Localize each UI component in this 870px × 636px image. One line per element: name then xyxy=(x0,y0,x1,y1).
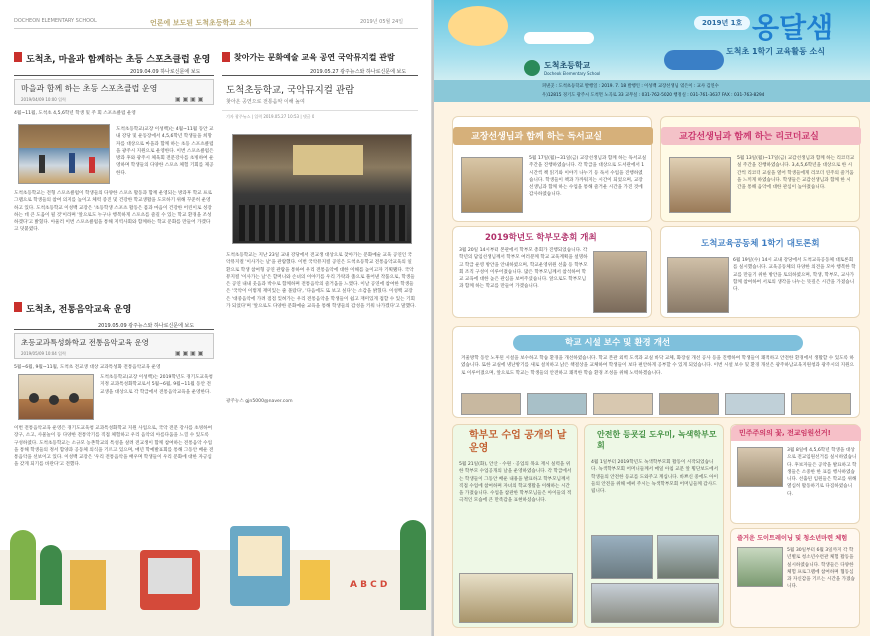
article3-meta: 기자 광주뉴스 | 입력 2019.05.27 10:53 | 댓글 0 xyxy=(226,114,315,119)
article1-meta: 2019/04/09 10:00 입력 xyxy=(21,97,66,102)
article3-body: 도척초등학교는 지난 23일 교내 강당에서 전교생 대상으로 찾아가는 문화예술 교육 공연인 국악뮤지컬 '이사가는 날'을 관람했다. 이번 국악뮤지컬 공연은 도척초등학교 전통음악교육의 일환으로 학생 참여형 공연 관람을 통하여 우리 전통음악에 대한 이해를 높이고자 기획됐다. 국악뮤지컬 '이사가는 날'은 할머니와 손녀의 이야기를 우리 가락과 춤으로 풀어낸 작품으로, 학생들은 공연 내내 웃음과 박수로 함께하며 전통음악의 즐거움을 느꼈다. 이날 공연에 참여한 학생들은 '국악이 이렇게 재미있는 줄 몰랐다', '다음에도 또 보고 싶다'는 소감을 밝혔다. 이성백 교장은 '대중음악에 가려 점점 잊혀가는 우리 전통음악을 학생들이 쉽고 재미있게 접할 수 있는 기회가 되었다'며 '앞으로도 다양한 문화예술 교육을 통해 학생들의 감성을 키워 나가겠다'고 말했다. xyxy=(226,253,416,310)
crosswalk-photo xyxy=(591,535,653,579)
article1-body: 도척초등학교(교장 이성백)는 4월~11월 동안 교내 강당 및 운동장에서 4,5,6학년 학생들을 희망자를 대상으로 마을과 함께 하는 초등 스포츠클럽을 광주시 지원으로 운영한다. 이번 스포츠클럽은 방과 후와 광주시 체육회 전문강사를 초빙하여 운영하며 학생들의 다양한 스포츠 체험 기회를 제공한다. xyxy=(116,127,214,176)
card-body: 5월 30일부터 6월 3일까지 각 학년별로 청소년수련관 체험 활동을 실시하였습니다. 학생들은 다양한 체험 프로그램에 참여하며 협동심과 자신감을 기르는 시간을 가졌습니다. xyxy=(787,548,855,590)
card-title: 학부모 수업 공개의 날 운영 xyxy=(469,430,567,454)
card-title: 2019학년도 학부모총회 개최 xyxy=(485,233,597,243)
card-training xyxy=(730,528,860,628)
card-body: 6월 19일(수) 14시 교내 강당에서 도척교육공동체 대토론회를 실시했습니다. 교육공동체의 다양한 의견을 모아 행복한 학교를 만들기 위한 방안을 토의하였으며, 학생, 학부모, 교사가 함께 참여하여 서로의 생각을 나누는 뜻깊은 시간을 가졌습니다. xyxy=(733,258,856,293)
rule xyxy=(222,110,418,111)
debate-photo xyxy=(667,257,729,313)
article3-subtitle: 찾아온 공연으로 전통음악 이해 높여 xyxy=(226,99,305,105)
umbrella-illustration xyxy=(448,6,508,46)
badminton-photo xyxy=(18,124,110,184)
recorder-photo xyxy=(669,157,731,213)
crosswalk-photo xyxy=(657,535,719,579)
town-illustration xyxy=(0,490,432,636)
abcd-illustration: A B C D xyxy=(350,580,388,590)
school-en: Docheok Elementary School xyxy=(544,71,601,76)
card-facility xyxy=(452,326,860,418)
school-emblem-icon xyxy=(524,60,540,76)
card-title: 즐거운 도이트레이닝 및 청소년마련 체험 xyxy=(737,535,848,542)
rule xyxy=(222,75,418,76)
card-election xyxy=(730,424,860,524)
crosswalk-photo xyxy=(591,583,719,623)
school-name: 도척초등학교 xyxy=(544,61,591,70)
article1-titlebox xyxy=(14,79,214,105)
card-title: 안전한 등굣길 도우미, 녹색학부모회 xyxy=(597,430,717,450)
parent-meeting-photo xyxy=(593,251,647,313)
school-tag: DOCHEON ELEMENTARY SCHOOL xyxy=(14,18,97,24)
musical-performance-photo xyxy=(232,134,412,244)
article1-lead: 4월~11월, 도척초 4,5,6학년 학생 및 주 회 스포츠클럽 운영 xyxy=(14,111,136,116)
card-title: 교장선생님과 함께 하는 독서교실 xyxy=(471,132,603,142)
card-body: 겨울방학 동안 노후된 시설을 보수하고 학습 환경을 개선하였습니다. 학교 본관 외벽 도색과 교실 바닥 교체, 화장실 개선 공사 등을 진행하여 학생들이 쾌적하고 안전한 환경에서 생활할 수 있도록 하였습니다. 또한 교실에 냉난방기를 새로 설치하고 낡은 책걸상을 교체하여 학생들이 보다 편안하게 공부할 수 있게 되었습니다. 이번 시설 보수 및 환경 개선은 광주하남교육지원청과 광주시의 지원으로 이루어졌으며, 앞으로도 학교는 학생들의 안전하고 쾌적한 학습 환경 조성을 위해 노력하겠습니다. xyxy=(461,356,854,376)
article1-heading: 도척초, 마을과 함께하는 초등 스포츠클럽 운영 xyxy=(26,55,211,65)
share-icons[interactable]: ▣ ▣ ▣ ▣ xyxy=(175,96,204,103)
card-title: 도척교육공동체 1학기 대토론회 xyxy=(701,239,820,249)
article2-meta: 2019/05/09 10:04 입력 xyxy=(21,351,66,356)
heading-marker xyxy=(14,52,22,62)
heading-marker xyxy=(14,302,22,312)
left-page xyxy=(0,0,432,636)
info-bar xyxy=(434,80,870,102)
article3-heading: 찾아가는 문화예술 교육 공연 국악뮤지컬 관람 xyxy=(234,53,395,62)
article2-title: 초등교과특성화학교 전통음악교육 운영 xyxy=(21,338,149,347)
card-debate xyxy=(660,226,860,318)
card-open-class xyxy=(452,424,578,628)
date-tag: 2019년 05월 24일 xyxy=(360,19,404,25)
card-title: 교감선생님과 함께 하는 리코더교실 xyxy=(679,132,819,142)
article1-title: 마을과 함께 하는 초등 스포츠클럽 운영 xyxy=(21,84,158,93)
card-body: 3월 8일에 4,5,6학년 학생을 대상으로 전교임원선거를 실시하였습니다. 후보자들은 공약을 발표하고 학생들은 소중한 한 표를 행사하였습니다. 선출된 임원들은 학교를 위해 열심히 활동하기로 다짐하였습니다. xyxy=(787,448,857,497)
article1-source: 2019.04.09 하나로신문에 보도 xyxy=(130,69,201,75)
header-rule xyxy=(14,28,418,29)
card-title: 민주주의의 꽃, 전교임원선거! xyxy=(739,429,831,437)
article2-body: 도척초등학교(교장 이성백)는 2019학년도 경기도교육청 지정 교과특성화학교로서 5월~6월, 9월~11월 동안 전교생을 대상으로 각 학급에서 전통음악교육을 운영한다. xyxy=(100,375,213,395)
rule xyxy=(14,75,214,76)
boat-illustration xyxy=(664,50,724,70)
press-header-title: 언론에 보도된 도척초등학교 소식 xyxy=(150,19,252,27)
info-line-2: 우)12815 경기도 광주시 도척면 노곡로 33 교무실 : 031-762-5020 행정실 : 031-761-3637 FAX : 031-763-8294 xyxy=(542,93,765,98)
article2-heading: 도척초, 전통음악교육 운영 xyxy=(26,305,132,315)
card-title: 학교 시설 보수 및 환경 개선 xyxy=(565,338,671,348)
heading-marker xyxy=(222,52,230,62)
card-body: 5월 21일(화), 안산 · 수원 · 공업의 목요 재시 실력을 위한 학부모 수업공개의 날을 운영하였습니다. 각 학급에서는 학생들이 그동안 배운 내용을 발표하고 학부모님께서 직접 수업에 참여하며 자녀의 학교생활을 이해하는 시간을 가졌습니다. 수업을 참관한 학부모님들은 아이들의 적극적인 모습에 큰 만족감을 표현하셨습니다. xyxy=(459,462,572,504)
article3-source: 2019.05.27 광주뉴스와 하나로신문에 보도 xyxy=(310,69,407,75)
card-recorder-class xyxy=(660,116,860,222)
card-body: 5월 17일(월)~31일(금) 교장선생님과 함께 하는 독서교실 주간을 진행하였습니다. 각 학급을 대상으로 도서관에서 1시간씩 책 읽기와 이야기 나누기 등 독서 수업을 진행하였습니다. 학생들이 책과 가까워지는 시간이 되었으며, 교장선생님과 함께 하는 수업을 통해 즐거운 시간을 가진 것에 감사하였습니다. xyxy=(529,156,647,198)
newsletter-subtitle: 도척초 1학기 교육활동 소식 xyxy=(726,47,825,56)
election-photo xyxy=(737,447,783,487)
article2-body-cont: 이번 전통음악교육 운영은 경기도교육청 교과특성화학교 지원 사업으로, 국악 전문 강사를 초빙하여 장구, 소고, 사물놀이 등 다양한 전통악기를 직접 체험하고 우리 음악의 아름다움을 느낄 수 있도록 구성하였다. 도척초등학교는 소규모 농촌학교의 특성을 살려 전교생이 함께 참여하는 전통음악 수업을 통해 학생들의 정서 함양과 공동체 의식을 기르고 있으며, 매년 학예발표회를 통해 그동안 배운 전통음악을 선보이고 있다. 이성백 교장은 '우리 전통음악을 배우며 학생들이 우리 문화에 대한 자긍심을 갖게 되기를 바란다'고 전했다. xyxy=(14,426,214,468)
card-body: 4월 1일부터 2019학년도 녹색학부모회 활동이 시작되었습니다. 녹색학부모회 어머니들께서 매일 아침 교문 앞 횡단보도에서 학생들의 안전한 등교를 도와주고 계십니다. 바쁘신 중에도 아이들의 안전을 위해 애써 주시는 녹색학부모회 어머님들께 감사드립니다. xyxy=(591,460,719,495)
share-icons[interactable]: ▣ ▣ ▣ ▣ xyxy=(175,350,204,357)
open-class-photo xyxy=(459,573,573,623)
card-body: 3월 20일 14시부터 본관에서 학부모 총회가 진행되었습니다. 각 학년의 담임선생님께서 학부모 여러분께 학교 교육계획을 설명하고 학급 운영 방안을 안내하였으며, 학교운영위원 선출 등 학부모회 조직 구성이 이루어졌습니다. 많은 학부모님께서 참석하여 학교 교육에 대한 높은 관심을 보여주셨습니다. 앞으로도 학부모님과 함께 하는 학교를 만들어 가겠습니다. xyxy=(459,248,588,290)
card-reading-class xyxy=(452,116,652,222)
article2-lead: 5월~6월, 9월~11월, 도척초 전교생 대상 교과특성화 전통음악교육 운영 xyxy=(14,365,161,370)
article2-source: 2019.05.09 광주뉴스와 하나로신문에 보도 xyxy=(98,323,195,329)
article1-body-cont: 도척초등학교는 전형 스포츠클럽이 학생들의 다양한 스포츠 활동과 함께 운영되는 방과후 학교 프로그램으로 학생들의 참여 의지를 높이고 체력 증진 및 건강한 학교생활을 도모하기 위해 꾸준히 운영하고 있다. 도척초등학교 이성백 교장은 '초등학생 스포츠 활동은 몸과 마음이 건강한 어린이로 성장하는 데 큰 도움이 될 것'이라며 '앞으로도 누구나 행복하게 스포츠를 즐길 수 있는 학교 환경을 조성하겠다'고 밝혔다. 아울러 이번 스포츠클럽을 통해 지역사회와 함께하는 학교 문화를 만들어 가겠다고 덧붙였다. xyxy=(14,191,213,233)
issue-number: 2019년 1호 xyxy=(702,19,743,27)
card-green-parents xyxy=(584,424,724,628)
info-line-1: 펴낸곳 : 도척초등학교 발행일 : 2019. 7. 18 발행인 : 이성백 교장선생님 엮은이 : 교사 김연수 xyxy=(542,84,719,89)
card-body: 5월 13일(월)~17일(금) 교감선생님과 함께 하는 리코더교실 주간을 진행하였습니다. 3,4,5,6학년을 대상으로 한 시간씩 리코더 교실을 열어 학생들에게 리코더 연주의 즐거움을 느끼게 하였습니다. 학생들은 교감선생님과 함께 한 시간을 통해 음악에 대한 관심이 높아졌습니다. xyxy=(737,156,855,191)
article3-title: 도척초등학교, 국악뮤지컬 관람 xyxy=(226,85,355,96)
article2-titlebox xyxy=(14,333,214,359)
article3-reporter: 광주뉴스 gjn5000@naver.com xyxy=(226,399,293,404)
reading-photo xyxy=(461,157,523,213)
training-photo xyxy=(737,547,783,587)
newsletter-logo: 옹달샘 xyxy=(752,11,834,44)
rule xyxy=(14,329,214,330)
music-class-photo xyxy=(18,374,94,420)
right-page xyxy=(434,0,870,636)
card-parent-meeting xyxy=(452,226,652,318)
